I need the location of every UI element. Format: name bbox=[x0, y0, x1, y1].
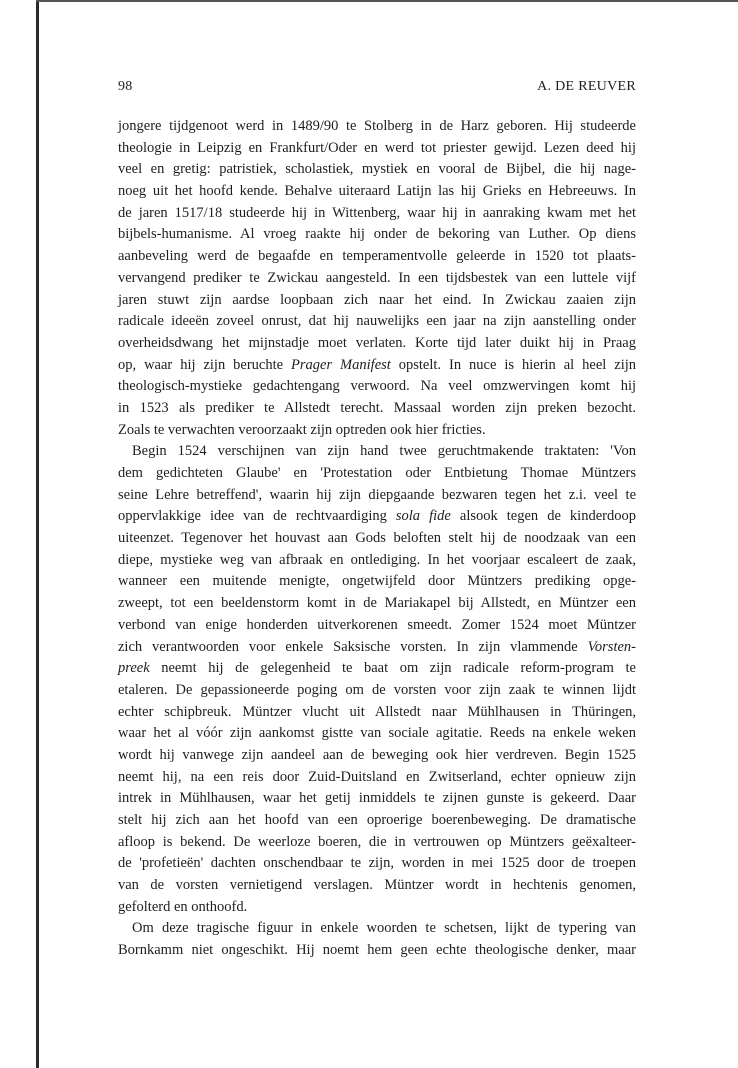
text-line: intrek in Mühlhausen, waar het getij inmiddels te zijnen gunste is gekeerd. Daar bbox=[118, 790, 636, 807]
text-line: uiteenzet. Tegenover het houvast aan Gods beloften stelt hij de noodzaak van een bbox=[118, 530, 636, 547]
text-line: diepe, mystieke weg van afbraak en ontlediging. In het voorjaar escaleert de zaak, bbox=[118, 551, 636, 568]
text-line-indented: Om deze tragische figuur in enkele woorden te schetsen, lijkt de typering van bbox=[132, 920, 636, 937]
text-line: bijbels-humanisme. Al vroeg raakte hij onder de bekoring van Luther. Op diens bbox=[118, 226, 636, 243]
text-line: aanbeveling werd de begaafde en temperamentvolle geleerde in 1520 tot plaats- bbox=[118, 248, 636, 265]
body-text bbox=[118, 116, 636, 962]
text-line: jongere tijdgenoot werd in 1489/90 te Stolberg in de Harz geboren. Hij studeerde bbox=[118, 118, 636, 134]
text-line: seine Lehre betreffend', waarin hij zijn diepgaande bezwaren tegen het z.i. veel te bbox=[118, 486, 636, 503]
text-line: verbond van enige honderden uitverkorenen smeedt. Zomer 1524 moet Müntzer bbox=[118, 616, 636, 633]
italic-phrase: sola fide bbox=[395, 508, 451, 525]
text-line: theologisch-mystieke gedachtengang verwoord. Na veel omzwervingen komt hij bbox=[118, 378, 636, 395]
text-line: noeg uit het hoofd kende. Behalve uiteraard Latijn las hij Grieks en Hebreeuws. In bbox=[118, 183, 636, 200]
text-line: preek neemt hij de gelegenheid te baat om zijn radicale reform-program te bbox=[118, 660, 636, 677]
text-line: veel en gretig: patristiek, scholastiek, mystiek en vooral de Bijbel, die hij nage- bbox=[118, 161, 636, 178]
italic-phrase: Prager Manifest bbox=[291, 356, 391, 373]
text-line: wordt hij vanwege zijn aandeel aan de beweging ook hier verdreven. Begin 1525 bbox=[118, 746, 636, 763]
text-line: waar het al vóór zijn aankomst gistte van sociale agitatie. Reeds na enkele weken bbox=[118, 725, 636, 742]
text-line: zich verantwoorden voor enkele Saksische vorsten. In zijn vlammende Vorsten- bbox=[118, 638, 636, 655]
page-number: 98 bbox=[118, 79, 133, 94]
text-line: de jaren 1517/18 studeerde hij in Wittenberg, waar hij in aanraking kwam met het bbox=[118, 204, 636, 221]
text-line: de 'profetieën' dachten onschendbaar te zijn, worden in mei 1525 door de troepen bbox=[118, 855, 636, 872]
text-line: in 1523 als prediker te Allstedt terecht. Massaal worden zijn preken bezocht. bbox=[118, 399, 636, 416]
text-line: oppervlakkige idee van de rechtvaardiging sola fide alsook tegen de kinderdoop bbox=[118, 508, 636, 525]
text-line-indented: Begin 1524 verschijnen van zijn hand twee geruchtmakende traktaten: 'Von bbox=[132, 443, 636, 460]
text-line: overheidsdwang het mijnstadje moet verlaten. Korte tijd later duikt hij in Praag bbox=[118, 334, 636, 351]
text-line: vervangend prediker te Zwickau aangesteld. In een tijdsbestek van een luttele vijf bbox=[118, 269, 636, 286]
text-line: wanneer een muitende menigte, ongetwijfeld door Müntzers prediking opge- bbox=[118, 573, 636, 590]
italic-phrase: Vorsten- bbox=[587, 638, 636, 655]
scan-border-top bbox=[36, 0, 738, 2]
text-line: echter schipbreuk. Müntzer vlucht uit Allstedt naar Mühlhausen in Thüringen, bbox=[118, 703, 636, 720]
text-line: zweept, tot een beeldenstorm komt in de Mariakapel bij Allstedt, en Müntzer een bbox=[118, 595, 636, 612]
text-line: neemt hij, na een reis door Zuid-Duitsland en Zwitserland, echter opnieuw zijn bbox=[118, 768, 636, 785]
text-line: afloop is bekend. De weerloze boeren, die in vertrouwen op Müntzers geëxalteer- bbox=[118, 833, 636, 850]
text-line: op, waar hij zijn beruchte Prager Manifest opstelt. In nuce is hierin al heel zijn bbox=[118, 356, 637, 373]
running-title: A. DE REUVER bbox=[537, 79, 636, 94]
text-line: van de vorsten vernietigend verslagen. Müntzer wordt in hechtenis genomen, bbox=[118, 877, 636, 894]
text-line: Zoals te verwachten veroorzaakt zijn optreden ook hier fricties. bbox=[118, 421, 486, 438]
text-line: theologie in Leipzig en Frankfurt/Oder en werd tot priester gewijd. Lezen deed hij bbox=[118, 139, 636, 156]
text-line: radicale ideeën zoveel onrust, dat hij nauwelijks een jaar na zijn aanstelling onder bbox=[118, 313, 636, 330]
text-line: jaren stuwt zijn aardse loopbaan zich naar het eind. In Zwickau zaaien zijn bbox=[118, 291, 636, 308]
text-line: gefolterd en onthoofd. bbox=[118, 898, 248, 915]
text-line: etaleren. De gepassioneerde poging om de vorsten voor zijn zaak te winnen lijdt bbox=[118, 681, 636, 698]
text-line: dem gedichteten Glaube' en 'Protestation oder Entbietung Thomae Müntzers bbox=[118, 465, 636, 481]
scan-border-left bbox=[36, 0, 39, 1068]
italic-phrase: preek bbox=[118, 660, 150, 677]
text-line: stelt hij zich aan het hoofd van een oproerige boerenbeweging. De dramatische bbox=[118, 812, 636, 828]
text-line: Bornkamm niet ongeschikt. Hij noemt hem geen echte theologische denker, maar bbox=[118, 942, 636, 959]
